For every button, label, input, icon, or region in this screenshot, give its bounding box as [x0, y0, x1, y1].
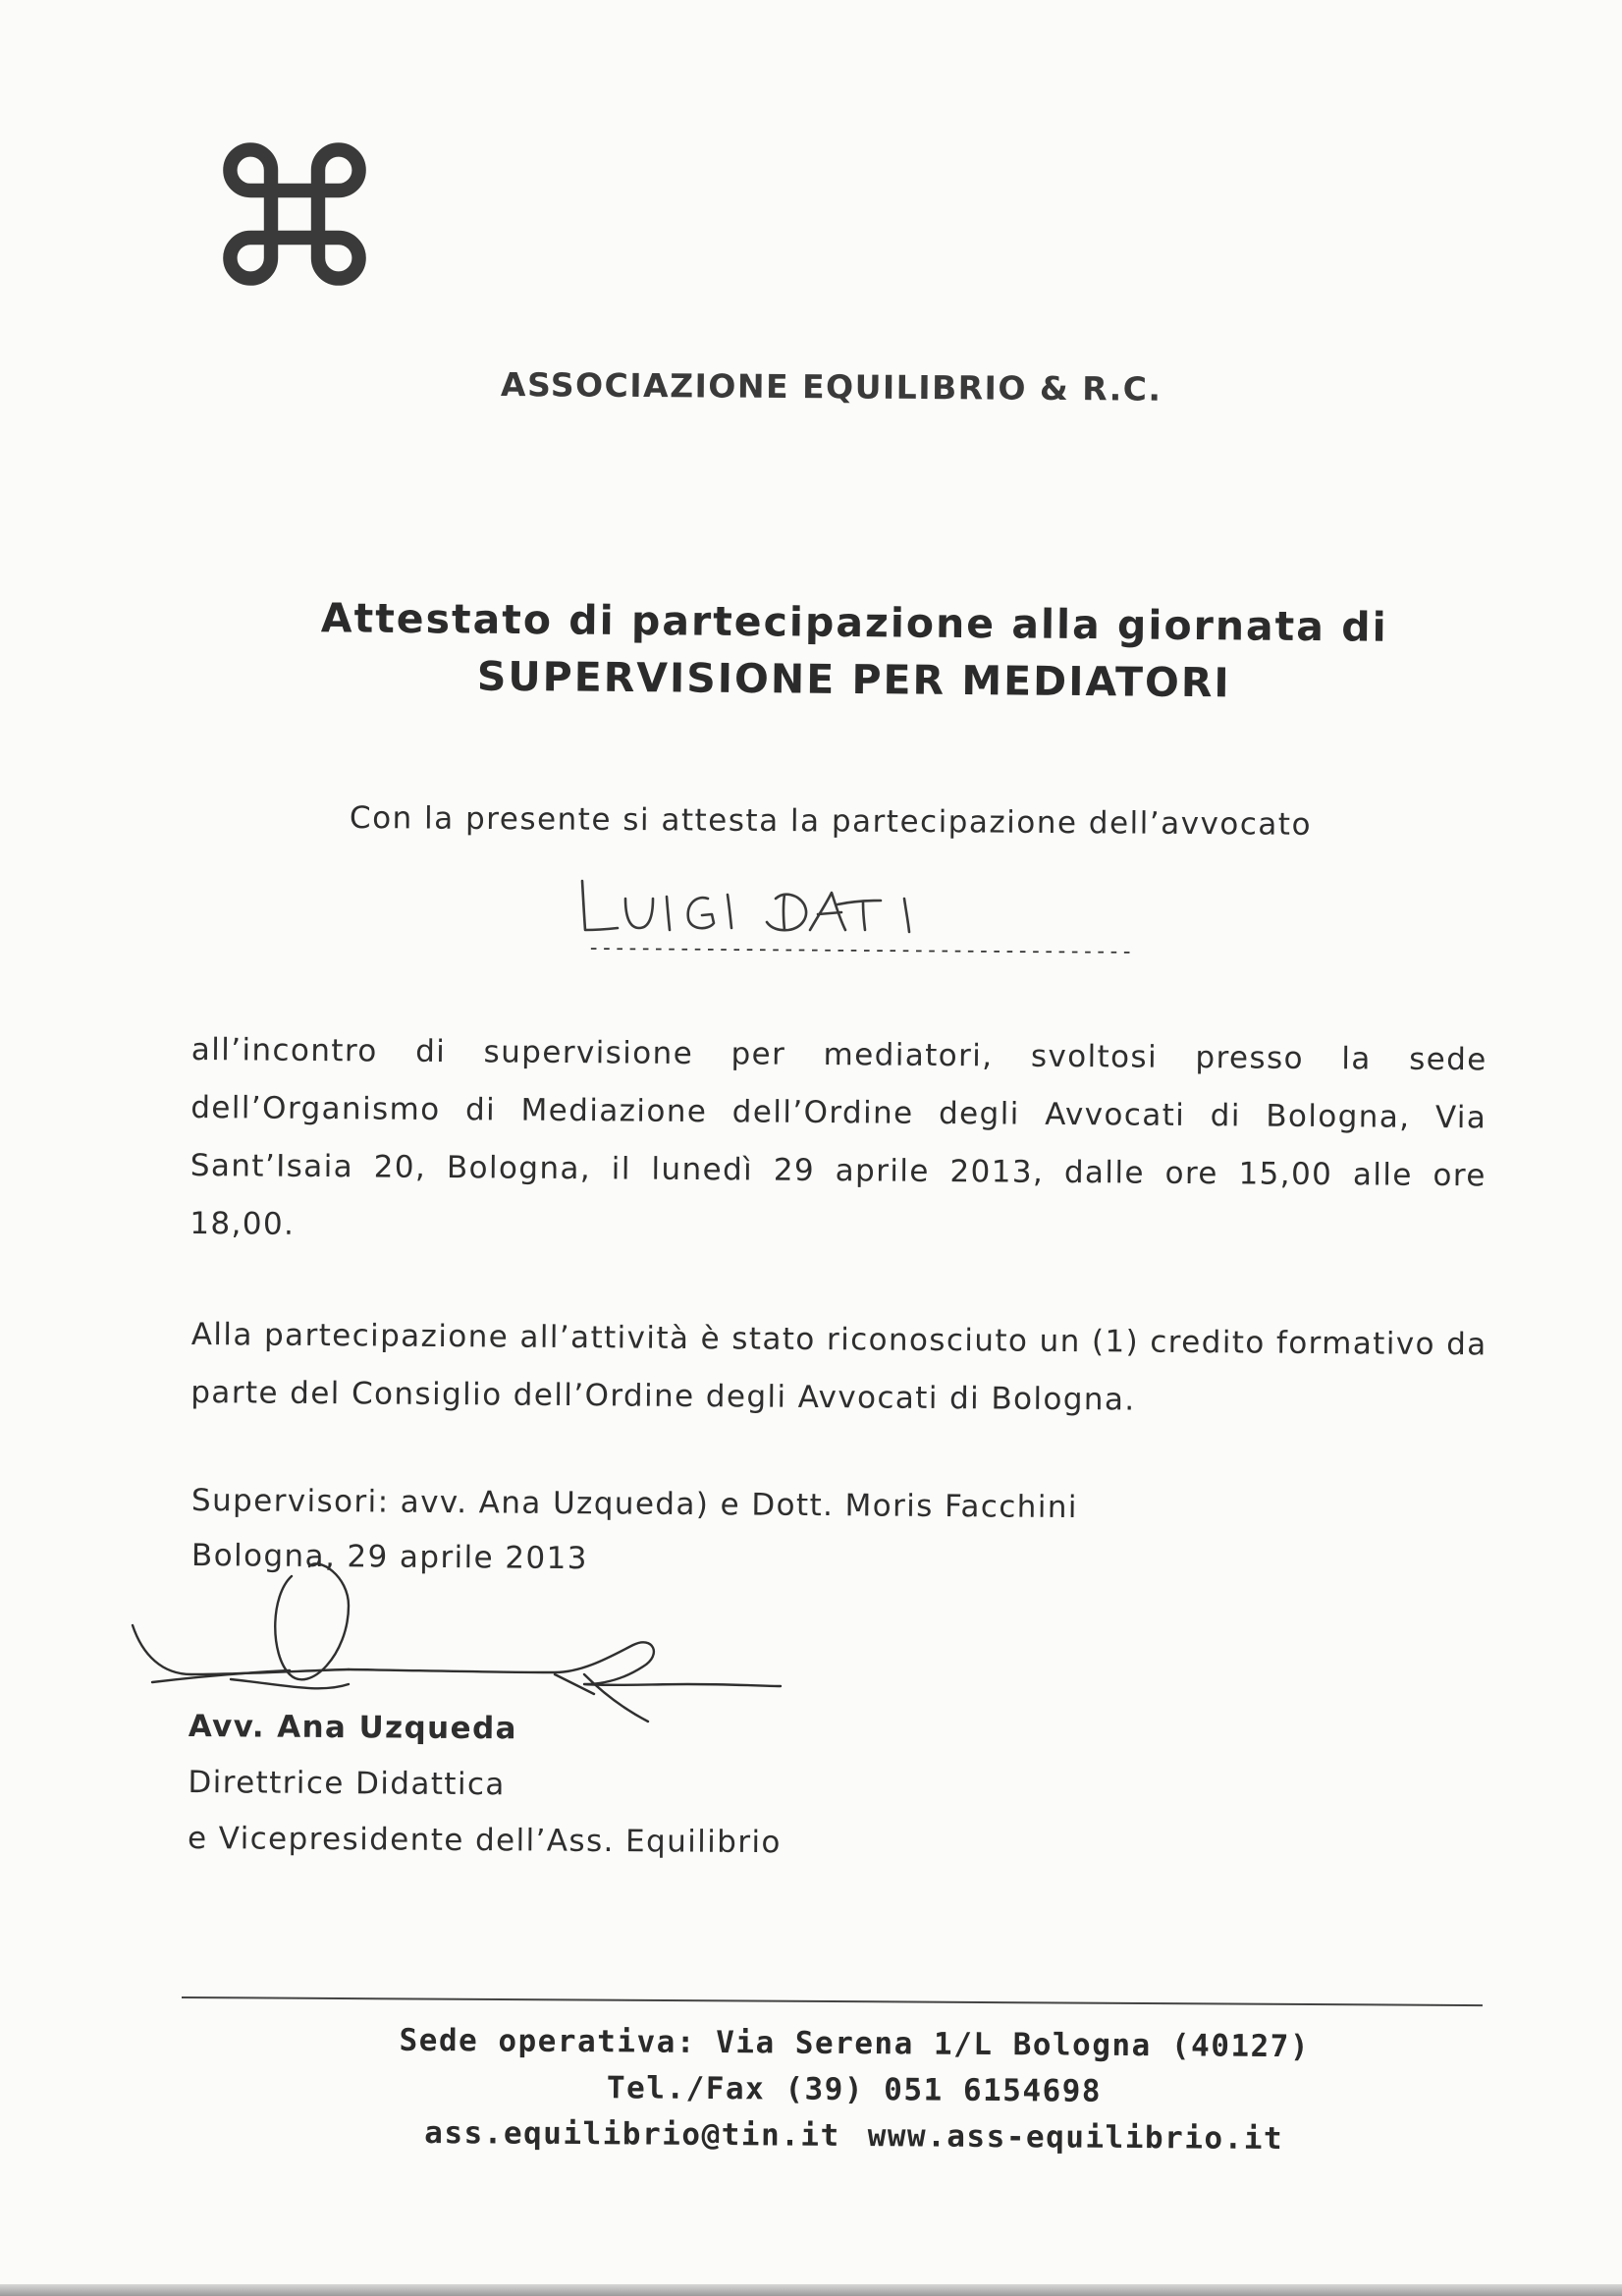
- title-line-2: SUPERVISIONE PER MEDIATORI: [476, 652, 1231, 707]
- footer-web-row: [363, 2110, 1345, 2163]
- footer-email: ass.equilibrio@tin.it: [424, 2114, 840, 2154]
- footer-phone: Tel./Fax (39) 051 6154698: [606, 2070, 1103, 2109]
- intro-text: Con la presente si attesta la partecipazione dell’avvocato: [349, 800, 1313, 843]
- certificate-title: [265, 589, 1444, 713]
- association-name: ASSOCIAZIONE EQUILIBRIO & R.C.: [500, 365, 1162, 409]
- title-line-1: Attestato di partecipazione alla giornata di: [320, 594, 1388, 651]
- footer-address: Sede operativa: Via Serena 1/L Bologna (40127): [399, 2022, 1311, 2065]
- signer-role-1: Direttrice Didattica: [188, 1764, 506, 1803]
- scan-edge: [0, 2284, 1622, 2296]
- footer-divider: [182, 1996, 1483, 2006]
- signer-name: Avv. Ana Uzqueda: [188, 1708, 518, 1747]
- supervisors-line: Supervisori: avv. Ana Uzqueda) e Dott. Moris Facchini: [190, 1483, 1078, 1526]
- credit-paragraph: Alla partecipazione all’attività è stato riconosciuto un (1) credito formativo da parte del Consiglio dell’Ordine degli Avvocati di Bologna.: [190, 1316, 1487, 1418]
- handwritten-signature: [123, 1537, 790, 1763]
- footer-website: www.ass-equilibrio.it: [867, 2118, 1284, 2158]
- participation-paragraph: all’incontro di supervisione per mediatori, svoltosi presso la sede dell’Organismo di Mediazione dell’Ordine degli Avvocati di Bologna, Via Sant’Isaia 20, Bologna, il lunedì 29 aprile 2013, dalle ore 15,00 alle ore 18,00.: [189, 1031, 1487, 1242]
- command-key-icon: [216, 136, 373, 293]
- footer-contacts: [363, 2018, 1346, 2163]
- name-underline: ------------------------------------------: [586, 936, 1134, 964]
- signer-role-2: e Vicepresidente dell’Ass. Equilibrio: [187, 1820, 782, 1861]
- place-date-line: Bologna, 29 aprile 2013: [190, 1538, 588, 1577]
